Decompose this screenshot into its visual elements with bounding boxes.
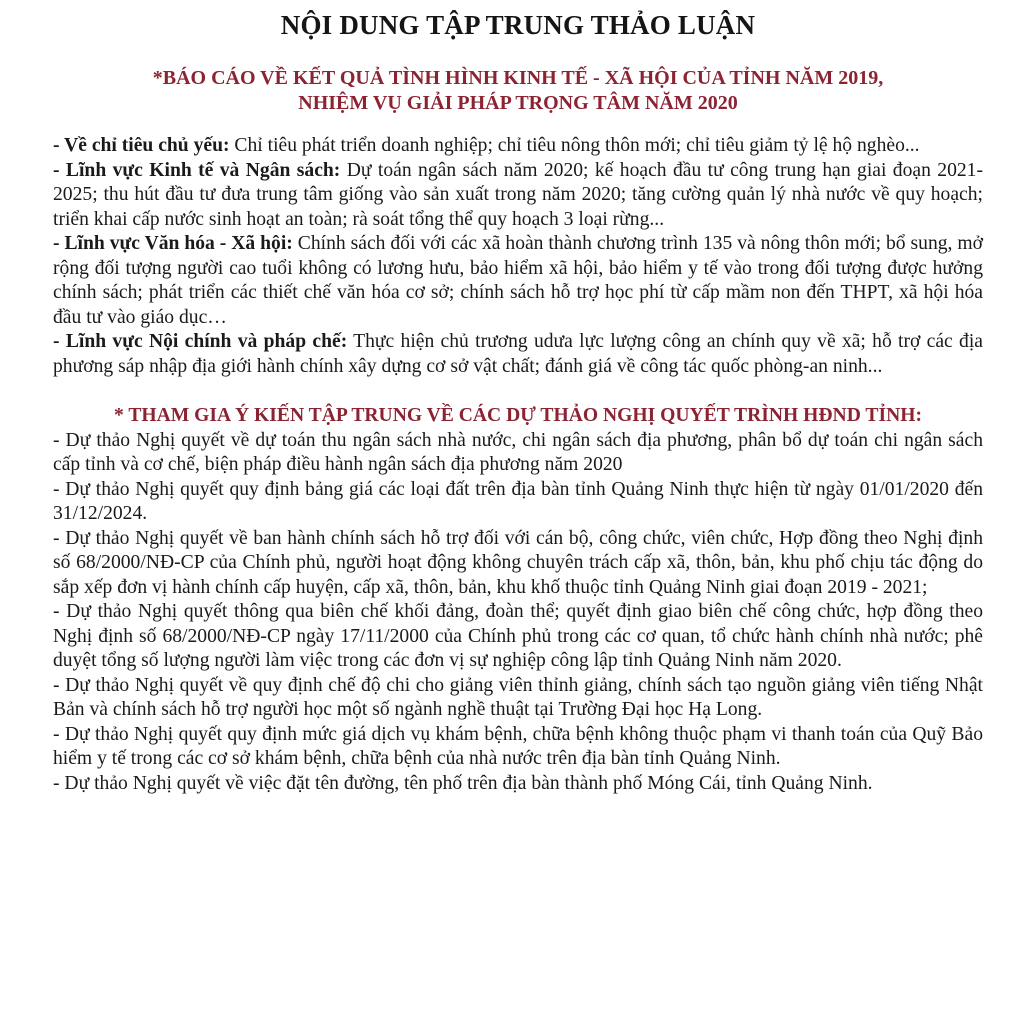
draft-resolutions-heading: * THAM GIA Ý KIẾN TẬP TRUNG VỀ CÁC DỰ THẢO NGHỊ QUYẾT TRÌNH HĐND TỈNH: <box>113 405 922 426</box>
draft-resolution-item: - Dự thảo Nghị quyết về ban hành chính sách hỗ trợ đối với cán bộ, công chức, viên chức, Hợp đồng theo Nghị định số 68/2000/NĐ-CP của Chính phủ, người hoạt động không chuyên trách cấp xã, thôn, bản, khu phố chịu tác động do sắp xếp đơn vị hành chính cấp huyện, cấp xã, thôn, bản, khu khố thuộc tỉnh Quảng Ninh giai đoạn 2019 - 2021; <box>53 527 983 598</box>
report-topics-section <box>53 134 983 379</box>
topic-lead: - Lĩnh vực Kinh tế và Ngân sách: <box>53 159 341 181</box>
draft-resolution-item: - Dự thảo Nghị quyết quy định bảng giá các loại đất trên địa bàn tỉnh Quảng Ninh thực hiện từ ngày 01/01/2020 đến 31/12/2024. <box>53 478 983 524</box>
draft-resolution-item: - Dự thảo Nghị quyết về quy định chế độ chi cho giảng viên thỉnh giảng, chính sách tạo nguồn giảng viên tiếng Nhật Bản và chính sách hỗ trợ người học một số ngành nghề thuật tại Trường Đại học Hạ Long. <box>53 674 983 720</box>
subtitle-line-1: *BÁO CÁO VỀ KẾT QUẢ TÌNH HÌNH KINH TẾ - XÃ HỘI CỦA TỈNH NĂM 2019, <box>152 67 884 89</box>
topic-lead: - Lĩnh vực Văn hóa - Xã hội: <box>53 233 293 254</box>
draft-resolution-item: - Dự thảo Nghị quyết về dự toán thu ngân sách nhà nước, chi ngân sách địa phương, phân bổ dự toán chi ngân sách cấp tỉnh và cơ chế, biện pháp điều hành ngân sách địa phương năm 2020 <box>53 429 983 475</box>
topic-main-targets <box>53 134 983 159</box>
draft-resolutions-list <box>53 429 983 797</box>
page-title: NỘI DUNG TẬP TRUNG THẢO LUẬN <box>280 10 756 40</box>
topic-lead: - Về chỉ tiêu chủ yếu: <box>53 135 230 156</box>
topic-internal-affairs <box>53 330 983 379</box>
draft-resolution-item: - Dự thảo Nghị quyết về việc đặt tên đường, tên phố trên địa bàn thành phố Móng Cái, tỉnh Quảng Ninh. <box>53 772 873 794</box>
topic-culture-society <box>53 232 983 330</box>
topic-text: Thực hiện chủ trương udưa lực lượng công an chính quy về xã; hỗ trợ các địa phương sáp nhập địa giới hành chính xây dựng cơ sở vật chất; đánh giá về công tác quốc phòng-an ninh... <box>53 331 983 377</box>
topic-economy-budget <box>53 159 983 233</box>
report-subtitle <box>53 66 983 116</box>
topic-text: Chính sách đối với các xã hoàn thành chương trình 135 và nông thôn mới; bổ sung, mở rộng đối tượng người cao tuổi không có lương hưu, bảo hiểm xã hội, bảo hiểm y tế vào trong đối tượng được hưởng chính sách; phát triển các thiết chế văn hóa cơ sở; chính sách hỗ trợ học phí từ cấp mầm non đến THPT, xã hội hóa đầu tư vào giáo dục… <box>53 233 983 328</box>
draft-resolution-item: - Dự thảo Nghị quyết thông qua biên chế khối đảng, đoàn thể; quyết định giao biên chế công chức, hợp đồng theo Nghị định số 68/2000/NĐ-CP ngày 17/11/2000 của Chính phủ trong các cơ quan, tổ chức hành chính nhà nước; phê duyệt tổng số lượng người làm việc trong các đơn vị sự nghiệp công lập tỉnh Quảng Ninh năm 2020. <box>53 601 983 671</box>
topic-text: Chỉ tiêu phát triển doanh nghiệp; chỉ tiêu nông thôn mới; chỉ tiêu giảm tỷ lệ hộ nghèo... <box>229 135 920 156</box>
draft-resolution-item: - Dự thảo Nghị quyết quy định mức giá dịch vụ khám bệnh, chữa bệnh không thuộc phạm vi thanh toán của Quỹ Bảo hiểm y tế trong các cơ sở khám bệnh, chữa bệnh của nhà nước trên địa bàn tỉnh Quảng Ninh. <box>53 723 983 769</box>
topic-text: Dự toán ngân sách năm 2020; kế hoạch đầu tư công trung hạn giai đoạn 2021-2025; thu hút đầu tư đưa trung tâm giống vào sản xuất trong năm 2020; tăng cường quản lý nhà nước về quy hoạch; triển khai cấp nước sinh hoạt an toàn; rà soát tổng thể quy hoạch 3 loại rừng... <box>53 159 983 230</box>
subtitle-line-2: NHIỆM VỤ GIẢI PHÁP TRỌNG TÂM NĂM 2020 <box>298 92 738 114</box>
topic-lead: - Lĩnh vực Nội chính và pháp chế: <box>53 331 348 352</box>
